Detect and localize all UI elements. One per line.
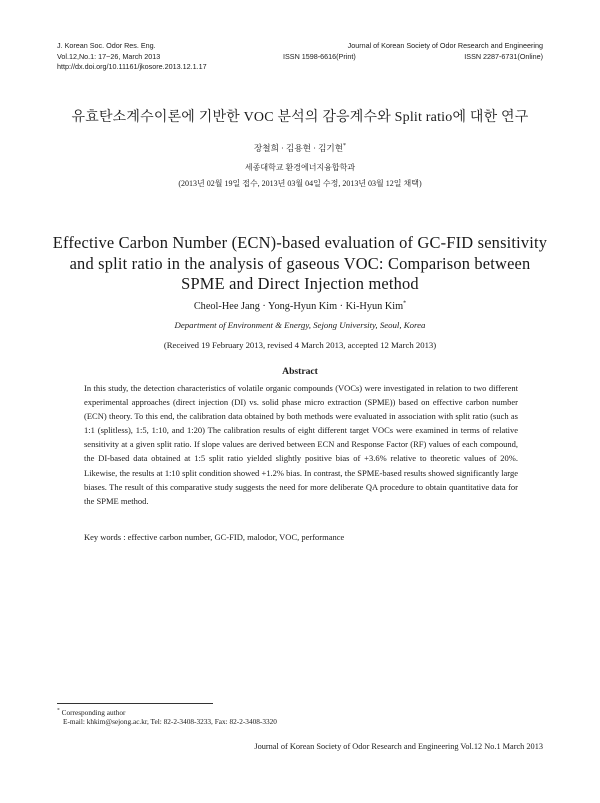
english-author-names: Cheol-Hee Jang · Yong-Hyun Kim · Ki-Hyun Kim [193,301,404,312]
footnote-contact: E-mail: khkim@sejong.ac.kr, Tel: 82-2-3408-3233, Fax: 82-2-3408-3320 [63,717,277,727]
english-title [0,233,600,295]
english-title-line-2: and split ratio in the analysis of gaseous VOC: Comparison between [69,253,531,273]
korean-author-names: 장철희 · 김용현 · 김기현 [253,143,344,153]
citation-volume: Vol.12,No.1: 17~26, March 2013 [57,51,161,61]
citation-doi[interactable]: http://dx.doi.org/10.11161/jkosore.2013.12.1.17 [57,62,207,71]
abstract-text: In this study, the detection characteristics of volatile organic compounds (VOCs) were investigated in relation to two different experimental approaches (direct injection (DI) vs. solid phase micro extraction (SPME)) based on effective carbon number (ECN) theory. To this end, the calibration data obtained by both methods were evaluated in association with split ratio (such as 1:1 (splitless), 1:5, 1:10, and 1:20) The calibration results of eight different target VOCs were examined in terms of relative sensitivity at a given split ratio. If slope values are derived between ECN and Response Factor (RF) values of each compound, the DI-based data obtained at 1:5 split ratio yielded slightly positive bias of +3.6% relative to theoretic values of 20%. Likewise, the results at 1:10 split condition showed +1.2% bias. In contrast, the SPME-based results showed significantly large biases. The result of this comparative study suggests the need for more deliberate QA procedure to obtain quantitative data for the SPME method. [84,383,518,506]
abstract-heading: Abstract [282,366,318,377]
journal-issn-block [283,41,543,62]
page-footer: Journal of Korean Society of Odor Research and Engineering Vol.12 No.1 March 2013 [254,742,543,751]
english-authors [0,301,600,312]
corresponding-mark: * [343,143,347,150]
korean-title: 유효탄소계수이론에 기반한 VOC 분석의 감응계수와 Split ratio에 대한 연구 [71,110,529,125]
footnote [57,708,277,727]
korean-authors [0,142,600,154]
english-received-dates: (Received 19 February 2013, revised 4 March 2013, accepted 12 March 2013) [163,340,437,350]
issn-online: ISSN 2287-6731(Online) [464,51,543,61]
footnote-mark: * [57,707,60,714]
english-affiliation: Department of Environment & Energy, Sejong University, Seoul, Korea [174,320,426,330]
english-title-line-3: SPME and Direct Injection method [181,274,419,293]
keywords: Key words : effective carbon number, GC-FID, malodor, VOC, performance [84,532,345,542]
korean-received-dates: (2013년 02월 19일 접수, 2013년 03월 04일 수정, 2013년 03월 12일 채택) [178,179,422,188]
footnote-label: Corresponding author [61,708,126,717]
english-title-line-1: Effective Carbon Number (ECN)-based evaluation of GC-FID sensitivity [52,233,548,252]
citation-journal: J. Korean Soc. Odor Res. Eng. [57,41,156,50]
korean-affiliation: 세종대학교 환경에너지융합학과 [244,163,356,172]
journal-citation [57,41,207,73]
corresponding-mark-en: * [403,300,407,307]
abstract-body [84,381,518,508]
journal-name: Journal of Korean Society of Odor Research and Engineering [347,41,543,50]
issn-print: ISSN 1598-6616(Print) [283,51,356,61]
footnote-divider [57,703,213,704]
